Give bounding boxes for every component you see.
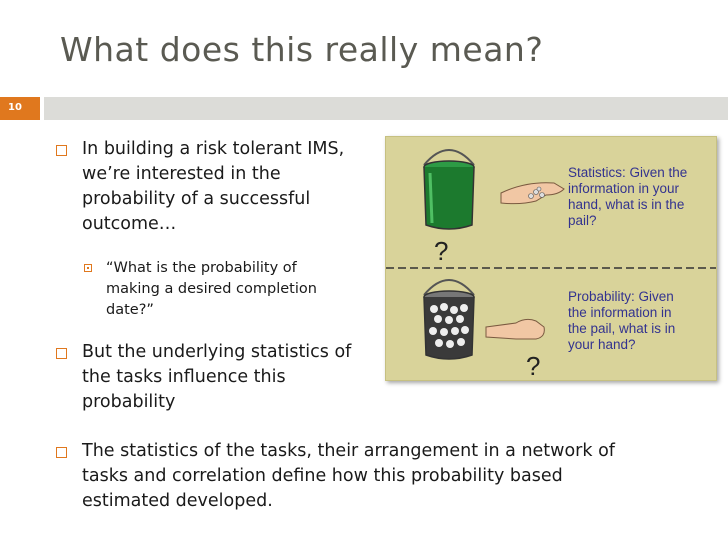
closed-hand-icon bbox=[486, 319, 544, 339]
probability-line-1: Probability: Given bbox=[568, 289, 674, 304]
question-mark-bottom: ? bbox=[526, 351, 541, 380]
statistics-line-4: pail? bbox=[568, 213, 597, 228]
probability-line-3: the pail, what is in bbox=[568, 321, 676, 336]
bullet-square-icon bbox=[56, 447, 67, 458]
sub-bullet-line-3: date?” bbox=[106, 302, 154, 318]
hand-with-balls-icon bbox=[501, 183, 564, 204]
bullet-2-line-2: the tasks influence this bbox=[82, 367, 286, 387]
bullet-2-line-3: probability bbox=[82, 392, 176, 412]
bullet-3-line-3: estimated developed. bbox=[82, 491, 273, 511]
statistics-line-2: information in your bbox=[568, 181, 680, 196]
slide-number: 10 bbox=[8, 102, 22, 113]
sub-bullet-square-icon bbox=[84, 264, 92, 272]
header-rule bbox=[44, 97, 728, 120]
bullet-3-line-1: The statistics of the tasks, their arrangement in a network of bbox=[82, 441, 615, 461]
bullet-2 bbox=[82, 340, 351, 415]
statistics-line-1: Statistics: Given the bbox=[568, 165, 688, 180]
sub-bullet-line-1: “What is the probability of bbox=[106, 260, 297, 276]
sub-bullet-line-2: making a desired completion bbox=[106, 281, 317, 297]
statistics-vs-probability-figure bbox=[385, 136, 717, 381]
slide-number-bar bbox=[0, 97, 40, 120]
probability-caption bbox=[568, 289, 675, 353]
slide-title: What does this really mean? bbox=[60, 30, 544, 69]
bullet-1 bbox=[82, 137, 344, 237]
statistics-line-3: hand, what is in the bbox=[568, 197, 685, 212]
bullet-square-icon bbox=[56, 145, 67, 156]
bullet-2-line-1: But the underlying statistics of bbox=[82, 342, 352, 362]
bullet-3 bbox=[82, 439, 615, 514]
bullet-1-line-3: probability of a successful bbox=[82, 189, 311, 209]
question-mark-top: ? bbox=[434, 236, 449, 266]
green-pail-icon bbox=[424, 150, 474, 229]
bullet-square-icon bbox=[56, 348, 67, 359]
bullet-3-line-2: tasks and correlation define how this probability based bbox=[82, 466, 563, 486]
sub-bullet-1 bbox=[106, 258, 317, 321]
statistics-caption bbox=[568, 165, 687, 229]
probability-line-2: the information in bbox=[568, 305, 672, 320]
probability-line-4: your hand? bbox=[568, 337, 636, 352]
bullet-1-line-1: In building a risk tolerant IMS, bbox=[82, 139, 345, 159]
bullet-1-line-4: outcome… bbox=[82, 214, 177, 234]
balls-pail-icon bbox=[424, 280, 474, 359]
bullet-1-line-2: we’re interested in the bbox=[82, 164, 281, 184]
